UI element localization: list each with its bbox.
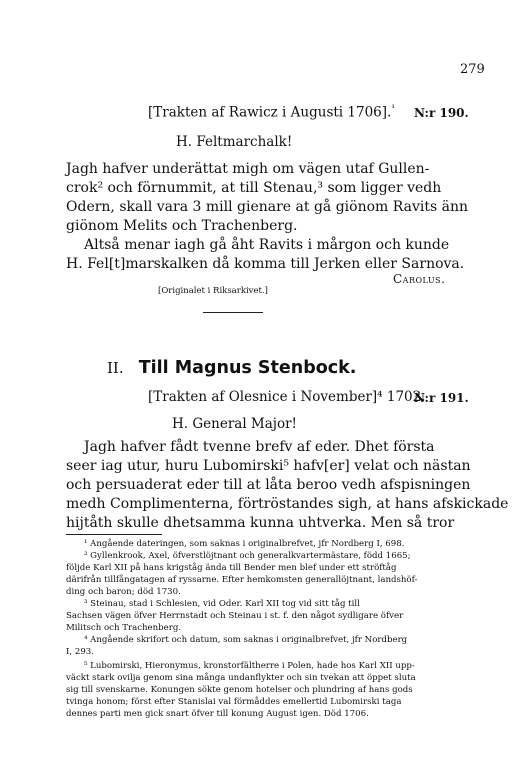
footnote-line: sig till svenskarne. Konungen sökte genom hotelser och plundring af hans gods [66,685,413,695]
letter-heading: [Trakten af Olesnice i November]⁴ 1702. [148,389,426,405]
footnote-line: dennes parti men gick snart öfver till konung August igen. Död 1706. [66,709,369,719]
footnote-line: ¹ Angående dateringen, som saknas i originalbrefvet, jfr Nordberg I, 698. [84,539,405,549]
footnote-line: ² Gyllenkrook, Axel, öfverstlöjtnant och generalkvartermästare, född 1665; [84,551,411,561]
footnote-rule [66,534,162,535]
letter-number: N:r 191. [414,391,469,405]
footnote-marker: ¹ [391,104,395,114]
letter-heading-text: [Trakten af Rawicz i Augusti 1706]. [148,104,392,121]
signature: Carolus. [393,272,446,286]
letter-number: N:r 190. [414,106,469,120]
page-number: 279 [460,62,485,77]
footnote-line: ⁵ Lubomirski, Hieronymus, kronstorfältherre i Polen, hade hos Karl XII upp- [84,661,415,671]
footnote-line: Militsch och Trachenberg. [66,623,182,633]
divider [203,312,263,313]
salutation: H. Feltmarchalk! [176,134,293,150]
text-line: och persuaderat eder till at låta beroo vedh afspisningen [66,477,471,493]
footnote-line: därifrån tillfångatagen af ryssarne. Efter hemkomsten generallöjtnant, landshöf- [66,575,418,585]
salutation: H. General Major! [172,416,297,432]
footnote-line: ding och baron; död 1730. [66,587,181,597]
footnote-line: ⁴ Angående skrifort och datum, som saknas i originalbrefvet, jfr Nordberg [84,635,408,645]
text-line: Altså menar iagh gå åht Ravits i mårgon och kunde [84,237,450,253]
footnote-line: Sachsen vägen öfver Herrnstadt och Steinau i st. f. den något sydligare öfver [66,611,404,621]
text-line: Odern, skall vara 3 mill gienare at gå giönom Ravits änn [66,199,468,215]
footnote-line: ³ Steinau, stad i Schlesien, vid Oder. Karl XII tog vid sitt tåg till [84,599,360,609]
text-line: hijtåth skulle dhetsamma kunna uhtverka. Men så tror [66,515,455,531]
section-numeral: II. [107,359,124,377]
footnote-line: I, 293. [66,647,94,657]
text-line: seer iag utur, huru Lubomirski⁵ hafv[er] velat och nästan [66,458,471,474]
letter-heading [148,104,395,121]
text-line: Jagh hafver fådt tvenne brefv af eder. Dhet första [84,439,435,455]
section-title: Till Magnus Stenbock. [138,358,357,378]
text-line: Jagh hafver underättat migh om vägen utaf Gullen- [66,161,430,177]
text-line: H. Fel[t]marskalken då komma till Jerken eller Sarnova. [66,256,465,272]
footnote-line: följde Karl XII på hans krigståg ända till Bender men blef under ett ströftåg [66,563,397,573]
section-heading [107,358,356,378]
text-line: crok² och förnummit, at till Stenau,³ som ligger vedh [66,180,442,196]
text-line: medh Complimenterna, förtröstandes sigh, at hans afskickade [66,496,509,512]
footnote-line: väckt stark ovilja genom sina många undanflykter och sin tvekan att öppet sluta [66,673,416,683]
footnote-line: tvinga honom; först efter Stanislai val förmåddes emellertid Lubomirski taga [66,697,402,707]
text-line: giönom Melits och Trachenberg. [66,218,298,234]
source-note: [Originalet i Riksarkivet.] [158,286,268,296]
